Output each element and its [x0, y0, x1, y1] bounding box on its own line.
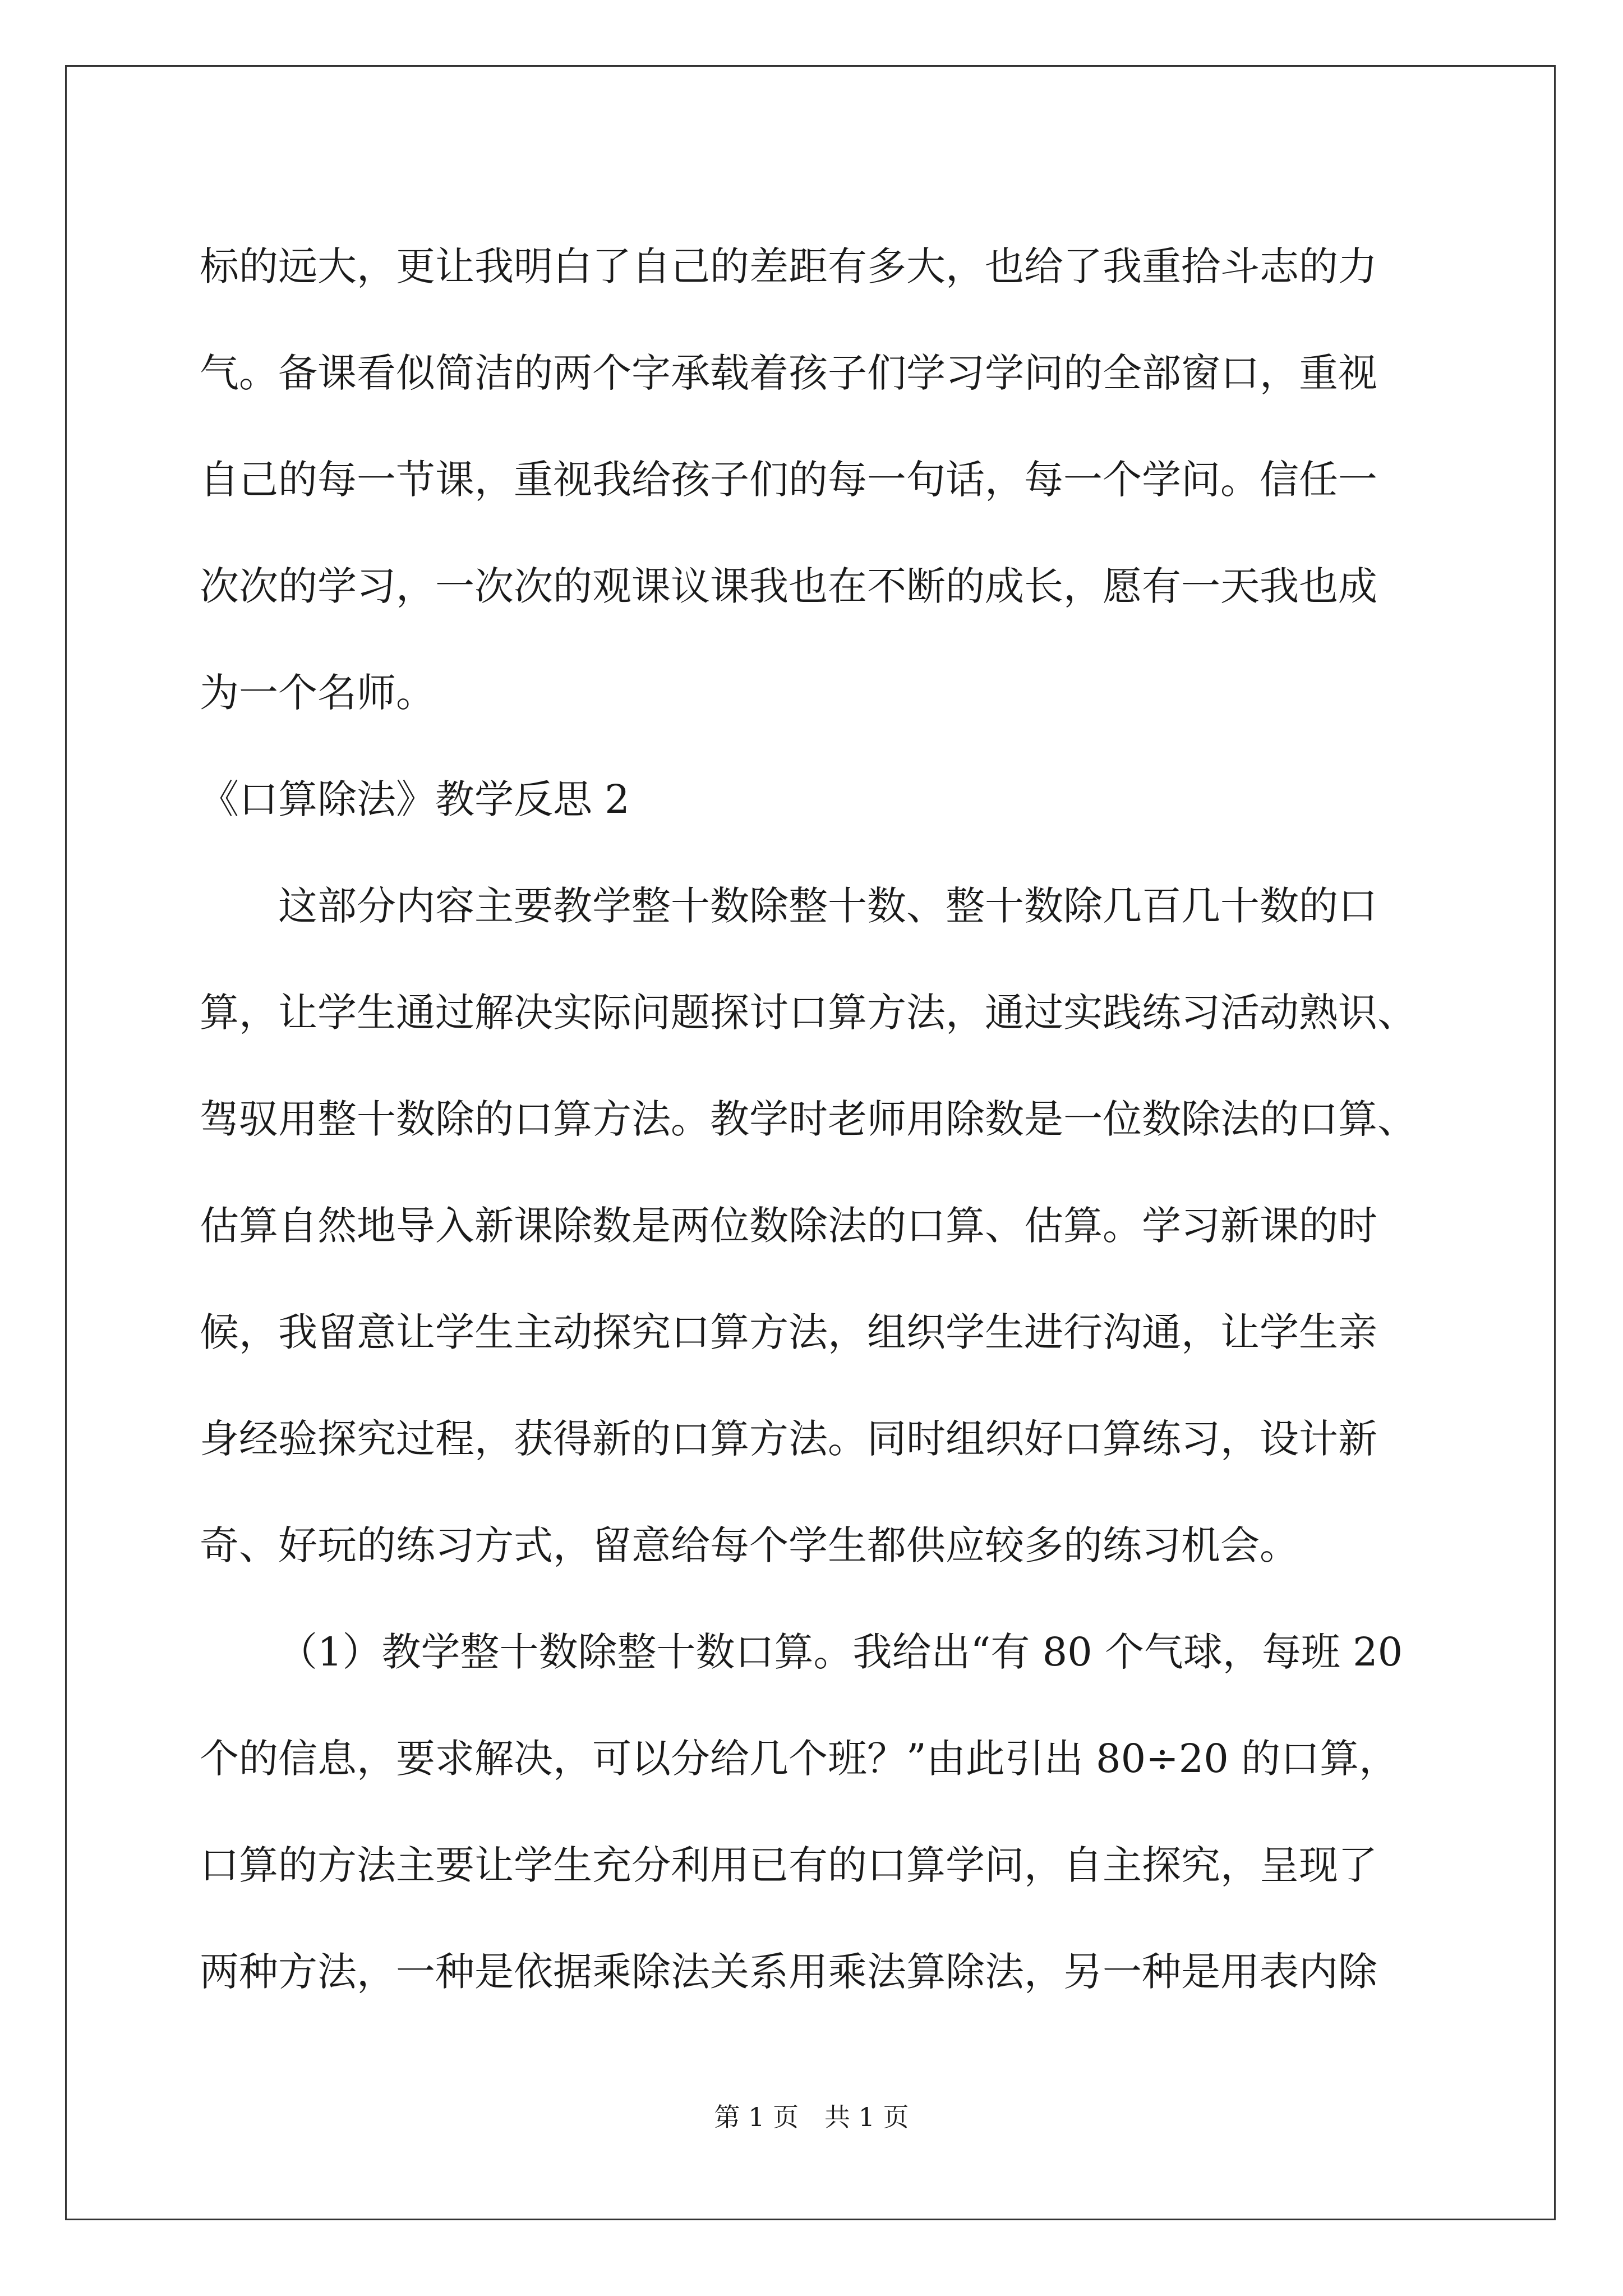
text-line: 气。备课看似简洁的两个字承载着孩子们学习学问的全部窗口，重视: [200, 350, 1377, 396]
text-line: 算，让学生通过解决实际问题探讨口算方法，通过实践练习活动熟识、: [200, 990, 1417, 1036]
document-body: [200, 213, 1433, 2025]
text-line: 候，我留意让学生主动探究口算方法，组织学生进行沟通，让学生亲: [200, 1309, 1377, 1355]
text-line: 估算自然地导入新课除数是两位数除法的口算、估算。学习新课的时: [200, 1203, 1377, 1249]
text-line: 奇、好玩的练习方式，留意给每个学生都供应较多的练习机会。: [200, 1522, 1299, 1568]
text-line: 自己的每一节课，重视我给孩子们的每一句话，每一个学问。信任一: [200, 457, 1377, 503]
text-line: 为一个名师。: [200, 670, 435, 716]
text-line: （1）教学整十数除整十数口算。我给出“有 80 个气球，每班 20: [278, 1629, 1403, 1675]
text-line: 口算的方法主要让学生充分利用已有的口算学问，自主探究，呈现了: [200, 1842, 1377, 1888]
text-line: 驾驭用整十数除的口算方法。教学时老师用除数是一位数除法的口算、: [200, 1096, 1417, 1142]
text-line: 次次的学习，一次次的观课议课我也在不断的成长，愿有一天我也成: [200, 563, 1377, 609]
text-line: 标的远大，更让我明白了自己的差距有多大，也给了我重拾斗志的力: [200, 243, 1377, 289]
page-number-footer: 第 1 页 共 1 页: [714, 2102, 909, 2132]
text-line: 这部分内容主要教学整十数除整十数、整十数除几百几十数的口: [278, 883, 1377, 929]
text-line: 个的信息，要求解决，可以分给几个班？”由此引出 80÷20 的口算，: [200, 1736, 1399, 1782]
text-line: 身经验探究过程，获得新的口算方法。同时组织好口算练习，设计新: [200, 1416, 1377, 1462]
text-line: 两种方法，一种是依据乘除法关系用乘法算除法，另一种是用表内除: [200, 1949, 1377, 1995]
section-heading: 《口算除法》教学反思 2: [200, 776, 630, 822]
